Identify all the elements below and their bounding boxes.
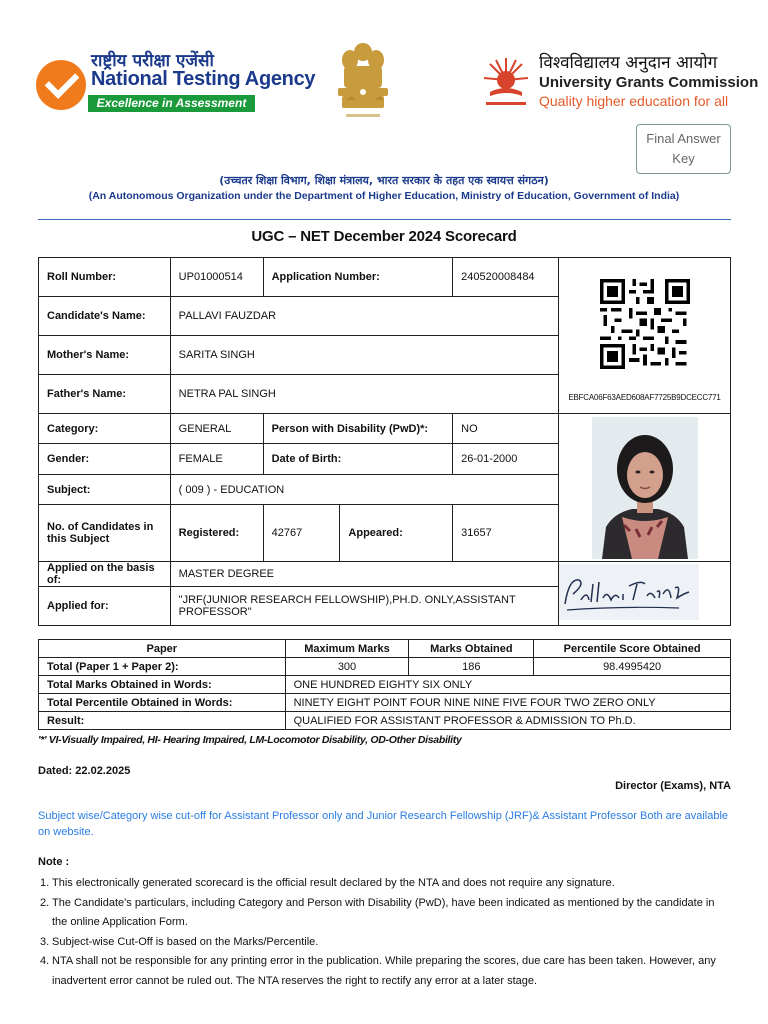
final-answer-key-button[interactable] [636,124,731,174]
ugc-english-name: University Grants Commission [539,74,759,91]
gender-label: Gender: [39,444,171,475]
note-heading: Note : [38,856,70,868]
roll-number-value: UP01000514 [170,258,263,297]
category-value: GENERAL [170,414,263,444]
subject-label: Subject: [39,475,171,505]
candidate-details-table [38,257,731,626]
pwd-label: Person with Disability (PwD)*: [263,414,453,444]
ugc-hindi-name: विश्वविद्यालय अनुदान आयोग [539,53,718,73]
nta-hindi-name: राष्ट्रीय परीक्षा एजेंसी [91,51,214,71]
registered-label: Registered: [170,505,263,562]
candidate-signature [559,564,699,620]
roll-number-label: Roll Number: [39,258,171,297]
note-text: NTA shall not be responsible for any printing error in the publication. While preparing the scores, due care has been taken. However, any inadvertent error cannot be ruled out. The NTA reserves the right to rectify any error at a later stage. [52,955,716,987]
table-row [39,694,731,712]
table-row [39,712,731,730]
note-number: 1. [40,877,50,889]
result-value: QUALIFIED FOR ASSISTANT PROFESSOR & ADMISSION TO Ph.D. [285,712,730,730]
max-marks-header: Maximum Marks [285,640,409,658]
marks-words-value: ONE HUNDRED EIGHTY SIX ONLY [285,676,730,694]
father-name-value: NETRA PAL SINGH [170,375,558,414]
dated-text: Dated: 22.02.2025 [38,765,131,777]
father-name-label: Father's Name: [39,375,171,414]
pwd-value: NO [453,414,559,444]
dob-value: 26-01-2000 [453,444,559,475]
percentile-value: 98.4995420 [534,658,731,676]
nta-english-name: National Testing Agency [91,68,316,90]
note-text: This electronically generated scorecard is the official result declared by the NTA and does not require any signature. [52,877,615,889]
marks-words-label: Total Marks Obtained in Words: [39,676,286,694]
disability-footnote: '*' VI-Visually Impaired, HI- Hearing Impaired, LM-Locomotor Disability, OD-Other Disability [38,734,462,746]
header-divider [38,219,731,220]
nta-tagline: Excellence in Assessment [88,95,255,112]
qr-cell [559,258,731,414]
nta-logo [36,46,316,116]
nta-check-icon [36,60,86,110]
application-number-value: 240520008484 [453,258,559,297]
note-number: 4. [40,955,50,967]
list-item [38,874,731,894]
marks-obtained-value: 186 [409,658,534,676]
subtitle-hindi: (उच्चतर शिक्षा विभाग, शिक्षा मंत्रालय, भारत सरकार के तहत एक स्वायत्त संगठन) [219,174,549,187]
qr-code-text: EBFCA06F63AED608AF7725B9DCECC771 [568,393,721,402]
basis-value: MASTER DEGREE [170,562,558,587]
note-text: The Candidate's particulars, including Category and Person with Disability (PwD), have been indicated as mentioned by the candidate in the online Application Form. [52,896,715,928]
candidates-count-label: No. of Candidates in this Subject [39,505,171,562]
max-marks-value: 300 [285,658,409,676]
note-number: 3. [40,935,50,948]
result-label: Result: [39,712,286,730]
list-item [38,894,731,933]
ugc-tagline: Quality higher education for all [539,93,729,109]
paper-header: Paper [39,640,286,658]
final-key-label-line2: Key [672,151,695,166]
list-item [38,952,731,991]
table-row [39,258,731,297]
table-row [39,414,731,444]
appeared-value: 31657 [453,505,559,562]
qr-code-icon [600,268,690,380]
ugc-emblem-icon [480,54,532,110]
photo-cell [559,414,731,562]
total-label: Total (Paper 1 + Paper 2): [39,658,286,676]
notes-list [38,874,731,991]
table-row [39,658,731,676]
cutoff-note-link[interactable]: Subject wise/Category wise cut-off for Assistant Professor only and Junior Research Fellowship (JRF)& Assistant Professor Both are available on website. [38,810,729,838]
applied-for-value: "JRF(JUNIOR RESEARCH FELLOWSHIP),PH.D. ONLY,ASSISTANT PROFESSOR" [170,587,558,626]
list-item [38,933,731,953]
dob-label: Date of Birth: [263,444,453,475]
director-signatory: Director (Exams), NTA [615,780,731,792]
candidate-name-label: Candidate's Name: [39,297,171,336]
signature-cell [559,562,731,626]
percentile-header: Percentile Score Obtained [534,640,731,658]
national-emblem-icon [330,38,396,124]
note-number: 2. [40,896,50,909]
percentile-words-label: Total Percentile Obtained in Words: [39,694,286,712]
subtitle-english: (An Autonomous Organization under the Department of Higher Education, Ministry of Education, Government of India) [88,190,680,202]
candidate-name-value: PALLAVI FAUZDAR [170,297,558,336]
gender-value: FEMALE [170,444,263,475]
marks-table [38,639,731,730]
appeared-label: Appeared: [340,505,453,562]
mother-name-label: Mother's Name: [39,336,171,375]
note-text: Subject-wise Cut-Off is based on the Marks/Percentile. [52,935,319,948]
basis-label: Applied on the basis of: [39,562,171,587]
page-title: UGC – NET December 2024 Scorecard [251,228,517,245]
ugc-logo [480,50,759,120]
mother-name-value: SARITA SINGH [170,336,558,375]
candidate-photo [592,417,698,559]
percentile-words-value: NINETY EIGHT POINT FOUR NINE NINE FIVE FOUR TWO ZERO ONLY [285,694,730,712]
subject-value: ( 009 ) - EDUCATION [170,475,558,505]
application-number-label: Application Number: [263,258,453,297]
final-key-label-line1: Final Answer [646,131,721,146]
registered-value: 42767 [263,505,340,562]
table-row [39,676,731,694]
marks-header-row [39,640,731,658]
category-label: Category: [39,414,171,444]
marks-obtained-header: Marks Obtained [409,640,534,658]
table-row [39,562,731,587]
page-header [0,0,768,215]
applied-for-label: Applied for: [39,587,171,626]
